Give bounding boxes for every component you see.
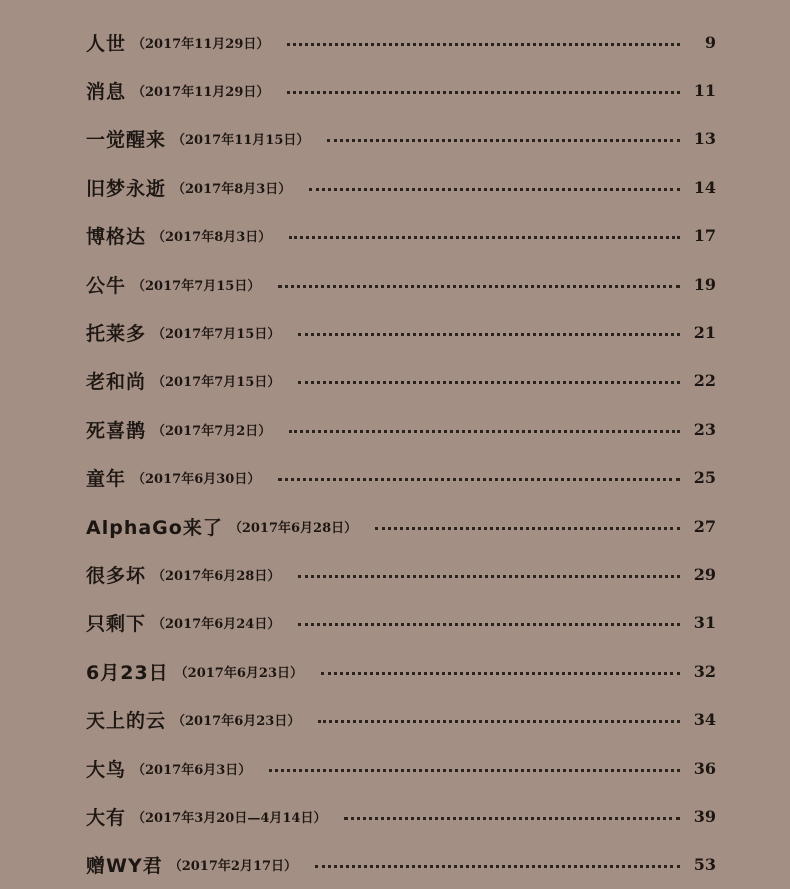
entry-date: （2017年6月28日） [228, 520, 358, 536]
dot-leader [289, 236, 680, 239]
entry-title: 大鸟 [86, 758, 127, 781]
page-number: 32 [693, 661, 716, 681]
dot-leader [321, 672, 680, 675]
toc-entry[interactable] [86, 308, 716, 356]
entry-title: 6月23日 [86, 661, 169, 684]
entry-title: 一觉醒来 [86, 129, 167, 152]
page-number: 13 [693, 129, 716, 149]
toc-entry[interactable] [86, 260, 716, 308]
toc-entry[interactable] [86, 647, 716, 695]
entry-date: （2017年6月23日） [172, 714, 301, 730]
entry-title: 消息 [86, 81, 127, 104]
toc-entry[interactable] [86, 405, 716, 453]
toc-entry[interactable] [86, 744, 716, 792]
page-number: 9 [704, 32, 716, 52]
entry-date: （2017年6月28日） [152, 568, 281, 584]
page-number: 29 [693, 564, 716, 584]
dot-leader [289, 430, 680, 433]
dot-leader [287, 91, 680, 94]
entry-date: （2017年6月23日） [174, 665, 303, 681]
entry-title: 老和尚 [86, 371, 147, 394]
page-number: 23 [693, 419, 716, 439]
toc-entry[interactable] [86, 163, 716, 211]
entry-date: （2017年7月2日） [152, 423, 272, 439]
entry-title: 只剩下 [86, 613, 147, 636]
page-number: 17 [693, 226, 716, 246]
toc-entry[interactable] [86, 599, 716, 647]
entry-date: （2017年2月17日） [168, 859, 298, 875]
table-of-contents [86, 18, 716, 889]
entry-title: 托莱多 [86, 323, 147, 346]
page-number: 19 [693, 274, 716, 294]
entry-title: 天上的云 [86, 710, 167, 733]
entry-title: 死喜鹊 [86, 419, 147, 442]
entry-date: （2017年11月29日） [132, 36, 270, 52]
toc-entry[interactable] [86, 357, 716, 405]
entry-date: （2017年3月20日—4月14日） [132, 810, 327, 826]
page-number: 31 [693, 613, 716, 633]
dot-leader [309, 188, 680, 191]
entry-date: （2017年6月30日） [132, 472, 261, 488]
entry-title: 博格达 [86, 226, 147, 249]
toc-entry[interactable] [86, 115, 716, 163]
page-number: 21 [693, 323, 716, 343]
toc-entry[interactable] [86, 841, 716, 889]
dot-leader [278, 478, 680, 481]
dot-leader [344, 817, 680, 820]
dot-leader [298, 575, 680, 578]
toc-entry[interactable] [86, 792, 716, 840]
dot-leader [318, 720, 680, 723]
entry-date: （2017年11月15日） [172, 133, 310, 149]
toc-entry[interactable] [86, 454, 716, 502]
dot-leader [375, 527, 680, 530]
toc-entry[interactable] [86, 550, 716, 598]
entry-title: 大有 [86, 806, 127, 829]
entry-date: （2017年6月3日） [132, 762, 252, 778]
entry-date: （2017年7月15日） [152, 375, 281, 391]
page-number: 14 [693, 177, 716, 197]
entry-title: 很多坏 [86, 564, 147, 587]
entry-date: （2017年8月3日） [172, 181, 292, 197]
dot-leader [278, 285, 680, 288]
page-number: 25 [693, 468, 716, 488]
entry-title: 童年 [86, 468, 127, 491]
page-number: 22 [693, 371, 716, 391]
entry-title: 人世 [86, 32, 127, 55]
page-number: 34 [693, 710, 716, 730]
toc-entry[interactable] [86, 18, 716, 66]
page-number: 39 [693, 806, 716, 826]
page-number: 11 [693, 81, 716, 101]
entry-title: 赠WY君 [86, 855, 163, 878]
dot-leader [327, 139, 680, 142]
entry-date: （2017年7月15日） [152, 327, 281, 343]
entry-date: （2017年6月24日） [152, 617, 281, 633]
dot-leader [298, 333, 680, 336]
entry-title: AlphaGo来了 [86, 516, 223, 539]
dot-leader [298, 623, 680, 626]
page-number: 53 [693, 855, 716, 875]
page-number: 27 [693, 516, 716, 536]
toc-entry[interactable] [86, 695, 716, 743]
dot-leader [298, 381, 680, 384]
dot-leader [269, 769, 680, 772]
entry-date: （2017年11月29日） [132, 85, 270, 101]
dot-leader [287, 43, 680, 46]
entry-date: （2017年7月15日） [132, 278, 261, 294]
entry-title: 公牛 [86, 274, 127, 297]
dot-leader [315, 865, 680, 868]
entry-date: （2017年8月3日） [152, 230, 272, 246]
entry-title: 旧梦永逝 [86, 177, 167, 200]
page-number: 36 [693, 758, 716, 778]
toc-entry[interactable] [86, 212, 716, 260]
toc-entry[interactable] [86, 66, 716, 114]
toc-entry[interactable] [86, 502, 716, 550]
